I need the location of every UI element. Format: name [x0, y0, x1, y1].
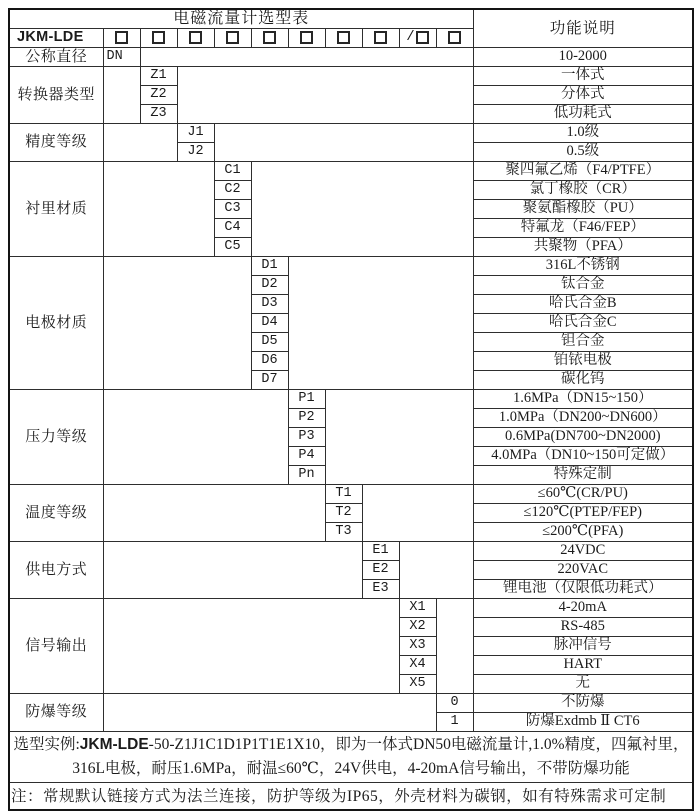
code-cell: DN: [103, 48, 140, 67]
code-cell: D6: [251, 352, 288, 371]
checkbox-icon: [337, 31, 350, 44]
note: 注：常规默认链接方式为法兰连接，防护等级为IP65，外壳材料为碳钢，如有特殊需求可定制: [9, 783, 693, 811]
empty-cell: [436, 599, 473, 694]
desc-cell: 1.0MPa（DN200~DN600）: [473, 409, 693, 428]
code-cell: D2: [251, 276, 288, 295]
code-cell: P4: [288, 447, 325, 466]
desc-cell: HART: [473, 656, 693, 675]
desc-cell: 不防爆: [473, 694, 693, 713]
desc-cell: 锂电池（仅限低功耗式）: [473, 580, 693, 599]
code-cell: X2: [399, 618, 436, 637]
checkbox-icon: [152, 31, 165, 44]
code-cell: Z3: [140, 105, 177, 124]
desc-cell: 无: [473, 675, 693, 694]
desc-cell: 1.0级: [473, 124, 693, 143]
code-cell: P1: [288, 390, 325, 409]
empty-cell: [362, 485, 473, 542]
code-cell: E1: [362, 542, 399, 561]
desc-cell: 钽合金: [473, 333, 693, 352]
empty-cell: [214, 124, 473, 162]
desc-cell: 1.6MPa（DN15~150）: [473, 390, 693, 409]
desc-cell: 24VDC: [473, 542, 693, 561]
code-cell: D7: [251, 371, 288, 390]
empty-cell: [103, 599, 399, 694]
model-code-box-7[interactable]: [325, 29, 362, 48]
code-cell: T1: [325, 485, 362, 504]
desc-cell: 碳化钨: [473, 371, 693, 390]
model-code-box-2[interactable]: [140, 29, 177, 48]
code-cell: P2: [288, 409, 325, 428]
empty-cell: [103, 124, 177, 162]
desc-cell: 0.5级: [473, 143, 693, 162]
desc-cell: 防爆Exdmb Ⅱ CT6: [473, 713, 693, 732]
desc-cell: 脉冲信号: [473, 637, 693, 656]
code-cell: 1: [436, 713, 473, 732]
desc-cell: 220VAC: [473, 561, 693, 580]
desc-cell: 哈氏合金C: [473, 314, 693, 333]
empty-cell: [103, 390, 288, 485]
empty-cell: [325, 390, 473, 485]
code-cell: X5: [399, 675, 436, 694]
empty-cell: [103, 485, 325, 542]
code-cell: C3: [214, 200, 251, 219]
selection-example-prefix: 选型实例:: [13, 736, 80, 753]
code-cell: T2: [325, 504, 362, 523]
code-cell: 0: [436, 694, 473, 713]
code-cell: J2: [177, 143, 214, 162]
code-cell: C2: [214, 181, 251, 200]
desc-cell: 4-20mA: [473, 599, 693, 618]
desc-cell: 316L不锈钢: [473, 257, 693, 276]
model-prefix: JKM-LDE: [9, 29, 103, 48]
code-cell: C4: [214, 219, 251, 238]
desc-cell: ≤200℃(PFA): [473, 523, 693, 542]
code-cell: C5: [214, 238, 251, 257]
checkbox-icon: [300, 31, 313, 44]
empty-cell: [288, 257, 473, 390]
code-cell: Z2: [140, 86, 177, 105]
code-cell: D3: [251, 295, 288, 314]
checkbox-icon: [416, 31, 429, 44]
section-label-temperature-rating: 温度等级: [9, 485, 103, 542]
code-cell: D5: [251, 333, 288, 352]
code-cell: E3: [362, 580, 399, 599]
section-label-nominal-diameter: 公称直径: [9, 48, 103, 67]
checkbox-icon: [115, 31, 128, 44]
code-cell: P3: [288, 428, 325, 447]
table-title: 电磁流量计选型表: [9, 9, 473, 29]
selection-example-text: -50-Z1J1C1D1P1T1E1X10，即为一体式DN50电磁流量计,1.0%精度，四氟衬里，316L电极，耐压1.6MPa，耐温≤60℃，24V供电，4-20mA信号输出，不带防爆功能: [72, 736, 689, 778]
code-cell: D4: [251, 314, 288, 333]
code-cell: Pn: [288, 466, 325, 485]
desc-cell: RS-485: [473, 618, 693, 637]
section-label-signal-output: 信号输出: [9, 599, 103, 694]
empty-cell: [399, 542, 473, 599]
desc-cell: 特氟龙（F46/FEP）: [473, 219, 693, 238]
empty-cell: [103, 67, 140, 124]
model-code-box-5[interactable]: [251, 29, 288, 48]
desc-cell: 哈氏合金B: [473, 295, 693, 314]
desc-cell: 氯丁橡胶（CR）: [473, 181, 693, 200]
code-cell: X1: [399, 599, 436, 618]
function-column-header: 功能说明: [473, 9, 693, 48]
section-label-converter-type: 转换器类型: [9, 67, 103, 124]
empty-cell: [177, 67, 473, 124]
code-cell: J1: [177, 124, 214, 143]
desc-cell: 共聚物（PFA）: [473, 238, 693, 257]
empty-cell: [103, 694, 436, 732]
empty-cell: [103, 257, 251, 390]
empty-cell: [103, 542, 362, 599]
code-cell: X4: [399, 656, 436, 675]
section-label-pressure-rating: 压力等级: [9, 390, 103, 485]
desc-cell: 4.0MPa（DN10~150可定做）: [473, 447, 693, 466]
desc-cell: 聚四氟乙烯（F4/PTFE）: [473, 162, 693, 181]
section-label-explosion-proof-rating: 防爆等级: [9, 694, 103, 732]
model-code-box-6[interactable]: [288, 29, 325, 48]
model-code-box-8[interactable]: [362, 29, 399, 48]
section-label-power-supply: 供电方式: [9, 542, 103, 599]
code-cell: C1: [214, 162, 251, 181]
checkbox-icon: [448, 31, 461, 44]
desc-cell: 一体式: [473, 67, 693, 86]
desc-cell: 钛合金: [473, 276, 693, 295]
checkbox-icon: [263, 31, 276, 44]
desc-cell: 低功耗式: [473, 105, 693, 124]
code-cell: E2: [362, 561, 399, 580]
model-code-box-9[interactable]: [399, 29, 436, 48]
code-cell: T3: [325, 523, 362, 542]
model-code-box-3[interactable]: [177, 29, 214, 48]
checkbox-icon: [226, 31, 239, 44]
desc-cell: 10-2000: [473, 48, 693, 67]
model-code-box-4[interactable]: [214, 29, 251, 48]
selection-example-model: JKM-LDE: [79, 736, 149, 753]
desc-cell: 铂铱电极: [473, 352, 693, 371]
empty-cell: [251, 162, 473, 257]
selection-table: [8, 8, 694, 811]
checkbox-icon: [189, 31, 202, 44]
empty-cell: [103, 162, 214, 257]
code-cell: Z1: [140, 67, 177, 86]
slash-separator: /: [406, 29, 415, 46]
desc-cell: 分体式: [473, 86, 693, 105]
desc-cell: ≤60℃(CR/PU): [473, 485, 693, 504]
code-cell: D1: [251, 257, 288, 276]
empty-cell: [140, 48, 473, 67]
model-code-box-10[interactable]: [436, 29, 473, 48]
checkbox-icon: [374, 31, 387, 44]
model-code-box-1[interactable]: [103, 29, 140, 48]
section-label-accuracy-class: 精度等级: [9, 124, 103, 162]
section-label-lining-material: 衬里材质: [9, 162, 103, 257]
code-cell: X3: [399, 637, 436, 656]
desc-cell: 聚氨酯橡胶（PU）: [473, 200, 693, 219]
desc-cell: 0.6MPa(DN700~DN2000): [473, 428, 693, 447]
selection-example: [9, 732, 693, 783]
section-label-electrode-material: 电极材质: [9, 257, 103, 390]
desc-cell: ≤120℃(PTEP/FEP): [473, 504, 693, 523]
desc-cell: 特殊定制: [473, 466, 693, 485]
